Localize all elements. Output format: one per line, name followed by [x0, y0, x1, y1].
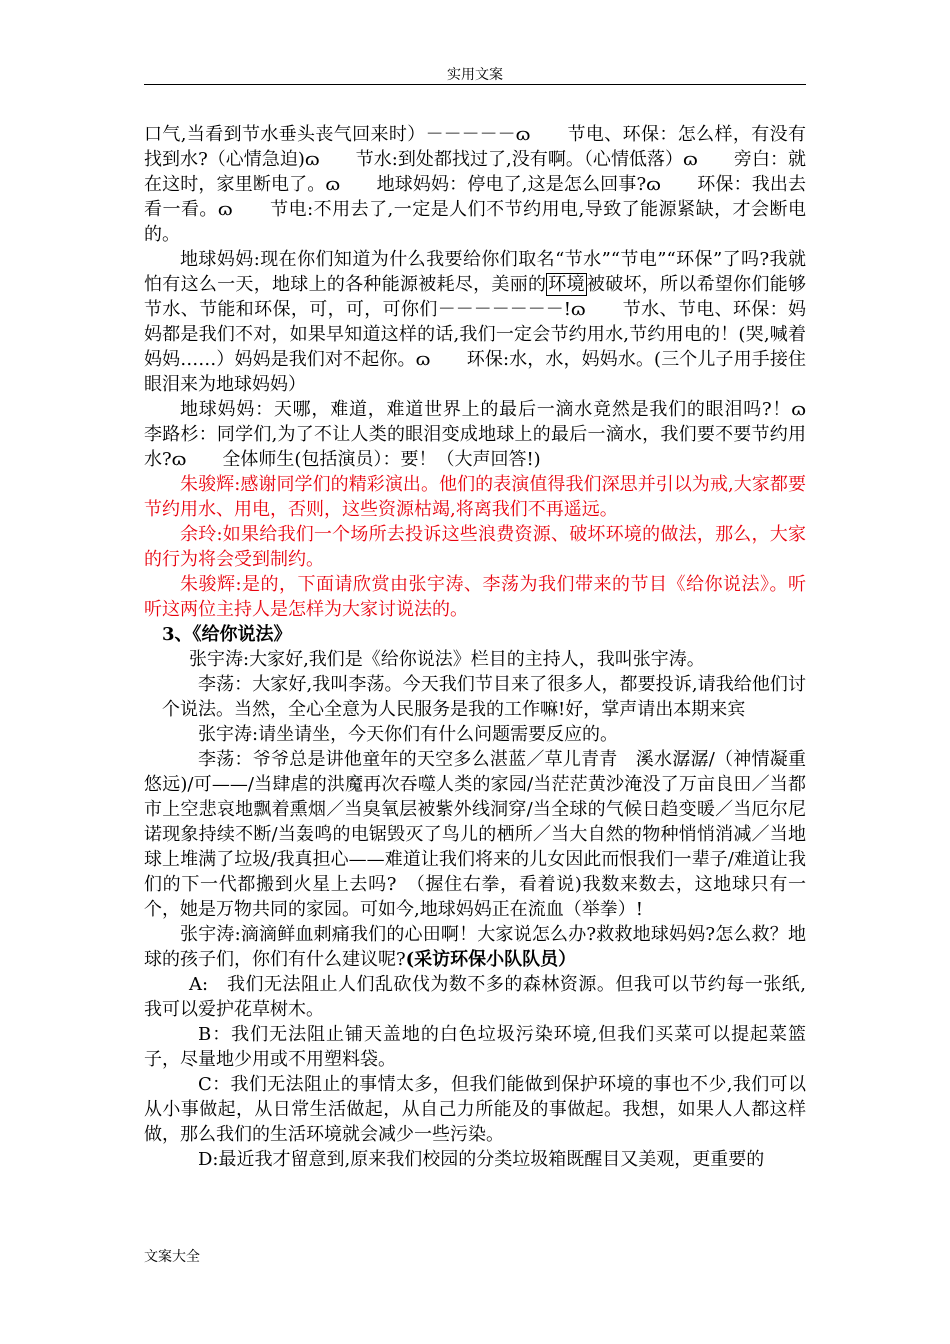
- document-body: [144, 122, 842, 1172]
- paragraph-zhang-intro: 张宇涛:大家好,我们是《给你说法》栏目的主持人，我叫张宇涛。: [189, 649, 705, 670]
- paragraph-member-a: A: 我们无法阻止人们乱砍伐为数不多的森林资源。但我可以节约每一张纸,我可以爱护花草树木。: [144, 974, 806, 1020]
- section-heading: 3、《给你说法》: [162, 624, 292, 645]
- paragraph-member-b: B：我们无法阻止铺天盖地的白色垃圾污染环境,但我们买菜可以提起菜篮子，尽量地少用或不用塑料袋。: [144, 1024, 806, 1070]
- paragraph-text: 地球妈妈:现在你们知道为什么我要给你们取名“节水”“节电”“环保”了吗?我就怕有这么一天，地球上的各种能源被耗尽，美丽的: [144, 249, 806, 295]
- interview-note: (采访环保小队队员）: [405, 949, 577, 970]
- paragraph-member-c: C：我们无法阻止的事情太多，但我们能做到保护环境的事也不少,我们可以从小事做起，从日常生活做起，从自己力所能及的事做起。我想，如果人人都这样做，那么我们的生活环境就会减少一些污染。: [144, 1074, 806, 1145]
- page-footer: 文案大全: [144, 1249, 200, 1265]
- header-divider: [144, 84, 806, 85]
- paragraph-zhang-ask: 张宇涛:请坐请坐，今天你们有什么问题需要反应的。: [198, 724, 619, 745]
- paragraph-text: 被破坏，所以希望你们能够节水、节能和环保，可，可，可你们－－－－－－－!ɷ 节水、节电、环保：妈妈都是我们不对，如果早知道这样的话,我们一定会节约用水,节约用电的！(哭,喊着妈妈……）妈妈是我们对不起你。ɷ 环保:水，水，妈妈水。(三个儿子用手接住眼泪来为地球妈妈）: [144, 274, 807, 395]
- host-line-zhu-2: 朱骏辉:是的，下面请欣赏由张宇涛、李荡为我们带来的节目《给你说法》。听听这两位主持人是怎样为大家讨说法的。: [144, 574, 806, 620]
- boxed-word: 环境: [548, 274, 585, 295]
- paragraph-earth-mother-1: [144, 247, 806, 397]
- page-header: 实用文案: [447, 67, 503, 83]
- paragraph-zhang-response: [144, 922, 806, 972]
- paragraph-text: 张宇涛:滴滴鲜血刺痛我们的心田啊！大家说怎么办?救救地球妈妈?怎么救？地球的孩子们，你们有什么建议呢?: [144, 924, 806, 970]
- host-line-yu: 余玲:如果给我们一个场所去投诉这些浪费资源、破坏环境的做法，那么，大家的行为将会受到制约。: [144, 524, 806, 570]
- host-line-zhu-1: 朱骏辉:感谢同学们的精彩演出。他们的表演值得我们深思并引以为戒,大家都要节约用水、用电，否则，这些资源枯竭,将离我们不再遥远。: [144, 474, 806, 520]
- paragraph-earth-mother-2: 地球妈妈：天哪，难道，难道世界上的最后一滴水竟然是我们的眼泪吗?！ɷ 李路杉：同学们,为了不让人类的眼泪变成地球上的最后一滴水，我们要不要节约用水?ɷ 全体师生(包括演员）：要！（大声回答!): [144, 399, 842, 470]
- paragraph-member-d: D:最近我才留意到,原来我们校园的分类垃圾箱既醒目又美观，更重要的: [198, 1149, 765, 1170]
- paragraph-li-poem: 李荡：爷爷总是讲他童年的天空多么湛蓝／草儿青青 溪水潺潺/（神情凝重悠远)/可——/当肆虐的洪魔再次吞噬人类的家园/当茫茫黄沙淹没了万亩良田／当都市上空悲哀地飘着熏烟／当臭氧层被紫外线洞穿/当全球的气候日趋变暖／当厄尔尼诺现象持续不断/当轰鸣的电锯毁灭了鸟儿的栖所／当大自然的物种悄悄消减／当地球上堆满了垃圾/我真担心——难道让我们将来的儿女因此而恨我们一辈子/难道让我们的下一代都搬到火星上去吗? （握住右拳，看着说)我数来数去，这地球只有一个，她是万物共同的家园。可如今,地球妈妈正在流血（举拳）!: [144, 749, 806, 920]
- paragraph-li-intro: 李荡：大家好,我叫李荡。今天我们节目来了很多人，都要投诉,请我给他们讨个说法。当然，全心全意为人民服务是我的工作嘛!好，掌声请出本期来宾: [162, 674, 806, 720]
- paragraph-dialogue-1: 口气,当看到节水垂头丧气回来时）－－－－－ɷ 节电、环保：怎么样，有没有找到水?（心情急迫)ɷ 节水:到处都找过了,没有啊。（心情低落）ɷ 旁白：就在这时，家里断电了。ɷ 地球妈妈：停电了,这是怎么回事?ɷ 环保：我出去看一看。ɷ 节电:不用去了,一定是人们不节约用电,导致了能源紧缺，才会断电的。: [144, 124, 806, 245]
